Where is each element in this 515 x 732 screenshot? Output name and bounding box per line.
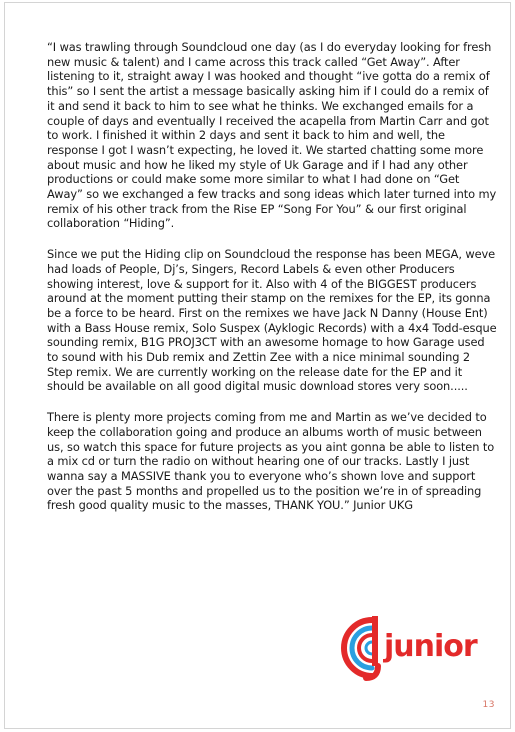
paragraph-3: There is plenty more projects coming from me and Martin as we’ve decided to keep the collaboration going and produce an albums worth of music between us, so watch this space for future projects as you aint gonna be able to listen to a mix cd or turn the radio on without hearing one of our tracks. Lastly I just wanna say a MASSIVE thank you to everyone who’s shown love and support over the past 5 months and propelled us to the position we’re in of spreading fresh good quality music to the masses, THANK YOU.” Junior UKG [47,410,495,513]
page-number: 13 [482,700,495,710]
logo-wordmark: junior [384,629,477,664]
paragraph-1: “I was trawling through Soundcloud one day (as I do everyday looking for fresh new music & talent) and I came across this track called “Get Away”. After listening to it, straight away I was hooked and thought “ive gotta do a remix of this” so I sent the artist a message basically asking him if I could do a remix of it and send it back to him to see what he thinks. We exchanged emails for a couple of days and eventually I received the acapella from Martin Carr and got to work. I finished it within 2 days and sent it back to him and well, the response I got I wasn’t expecting, he loved it. We started chatting some more about music and how he liked my style of Uk Garage and if I had any other productions or could make some more similar to what I had done on “Get Away” so we exchanged a few tracks and song ideas which later turned into my remix of his other track from the Rise EP “Song For You” & our first original collaboration “Hiding”. [47,40,497,231]
dj-junior-logo [338,612,498,684]
article-body [47,40,497,529]
dj-junior-logo-graphic [338,612,498,684]
paragraph-2: Since we put the Hiding clip on Soundcloud the response has been MEGA, weve had loads of People, Dj’s, Singers, Record Labels & even other Producers showing interest, love & support for it. Also with 4 of the BIGGEST producers around at the moment putting their stamp on the remixes for the EP, its gonna be a force to be heard. First on the remixes we have Jack N Danny (House Ent) with a Bass House remix, Solo Suspex (Ayklogic Records) with a 4x4 Todd-esque sounding remix, B1G PROJ3CT with an awesome homage to how Garage used to sound with his Dub remix and Zettin Zee with a nice minimal sounding 2 Step remix. We are currently working on the release date for the EP and it should be available on all good digital music download stores very soon..... [47,247,497,394]
